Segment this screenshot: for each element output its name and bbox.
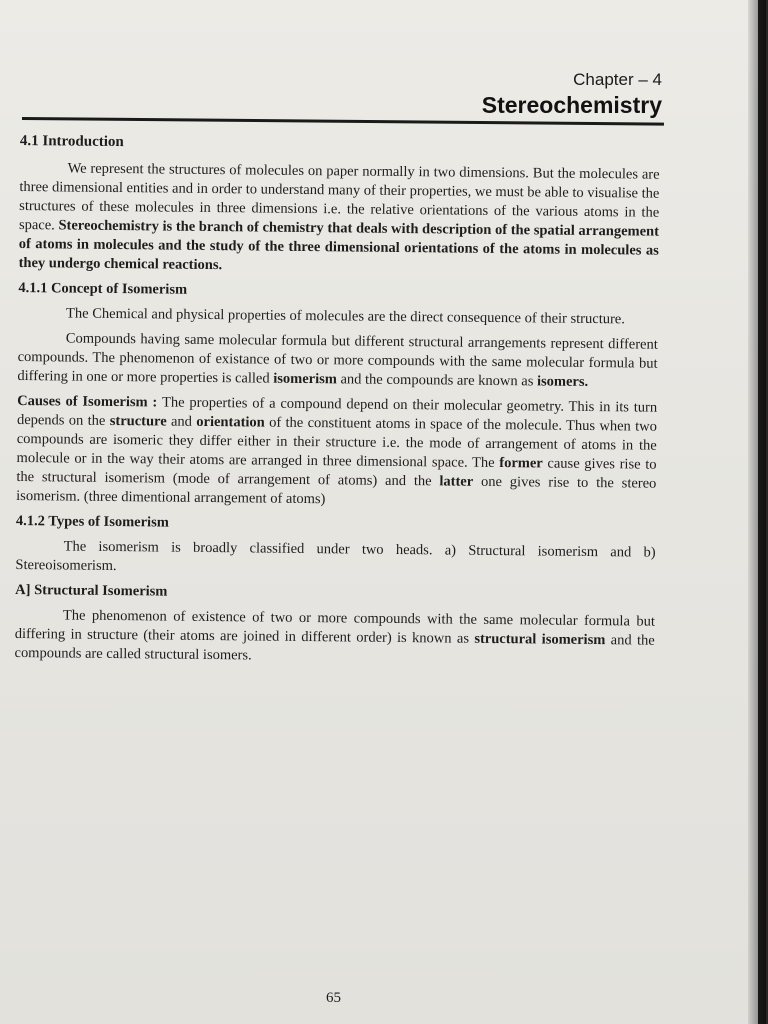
- chapter-number: Chapter – 4: [573, 70, 662, 89]
- section-heading-structural: A] Structural Isomerism: [15, 581, 168, 600]
- causes-i: one gives rise to the stereo isomerism. (three dimentional arrangement of atoms): [16, 473, 657, 508]
- section-heading-concept: 4.1.1 Concept of Isomerism: [18, 279, 188, 298]
- structure-term: structure: [109, 412, 167, 430]
- concept-paragraph-1: The Chemical and physical properties of molecules are the direct consequence of their structure.: [66, 305, 625, 328]
- chapter-header: [482, 70, 662, 119]
- isomers-term: isomers.: [536, 373, 589, 390]
- causes-label: Causes of Isomerism :: [17, 392, 163, 411]
- structural-a: The phenomenon of existence of two or more compounds with the same molecular formula but differing in structure (their atoms are joined in different order) is known as: [14, 607, 655, 647]
- concept-p2-c: and the compounds are known as: [336, 371, 538, 390]
- causes-e: of the constituent atoms in space of the molecule. Thus when two compounds are isomeric they differ either in their structure i.e. the mode of arrangement of atoms in the molecule or in the way their atoms are arranged in three dimensional space. The: [16, 414, 658, 472]
- section-heading-types: 4.1.2 Types of Isomerism: [15, 512, 169, 531]
- isomerism-term: isomerism: [273, 370, 337, 388]
- causes-a: The properties of a compound depend on their molecular geometry. This in its turn depends on the: [16, 394, 658, 429]
- structural-isomerism-term: structural isomerism: [474, 630, 606, 649]
- causes-c: and: [166, 413, 197, 430]
- causes-g: cause gives rise to the structural isomerism (mode of arrangement of atoms) and the: [16, 455, 657, 490]
- intro-definition: Stereochemistry is the branch of chemistry that deals with description of the spatial arrangement of atoms in molecules and the study of the three dimensional orientations of the atoms in molecules as they undergo chemical reactions.: [18, 217, 660, 274]
- orientation-term: orientation: [196, 413, 265, 431]
- intro-paragraph: [19, 159, 660, 280]
- causes-paragraph: [16, 392, 657, 513]
- page-number: 65: [326, 990, 341, 1006]
- structural-paragraph: [14, 606, 655, 670]
- chapter-title: Stereochemistry: [481, 92, 662, 118]
- page-edge-shadow: [748, 0, 766, 1024]
- concept-p2-a: Compounds having same molecular formula but different structural arrangements represent different compounds. The phenomenon of existance of two or more compounds with the same molecular formula but differing in one or more properties is called: [17, 330, 658, 387]
- latter-term: latter: [439, 473, 474, 490]
- concept-paragraph-2: [17, 329, 658, 393]
- former-term: former: [499, 455, 543, 472]
- intro-text: We represent the structures of molecules on paper normally in two dimensions. But the molecules are three dimensional entities and in order to understand many of their properties, we must be able to visualise the structures of these molecules in three dimensions i.e. the relative orientations of the various atoms in the space.: [18, 160, 660, 234]
- section-heading-introduction: 4.1 Introduction: [19, 132, 124, 151]
- page-body: [14, 132, 660, 676]
- types-paragraph: The isomerism is broadly classified under two heads. a) Structural isomerism and b) Stereoisomerism.: [15, 538, 656, 575]
- structural-c: and the compounds are called structural isomers.: [14, 632, 655, 664]
